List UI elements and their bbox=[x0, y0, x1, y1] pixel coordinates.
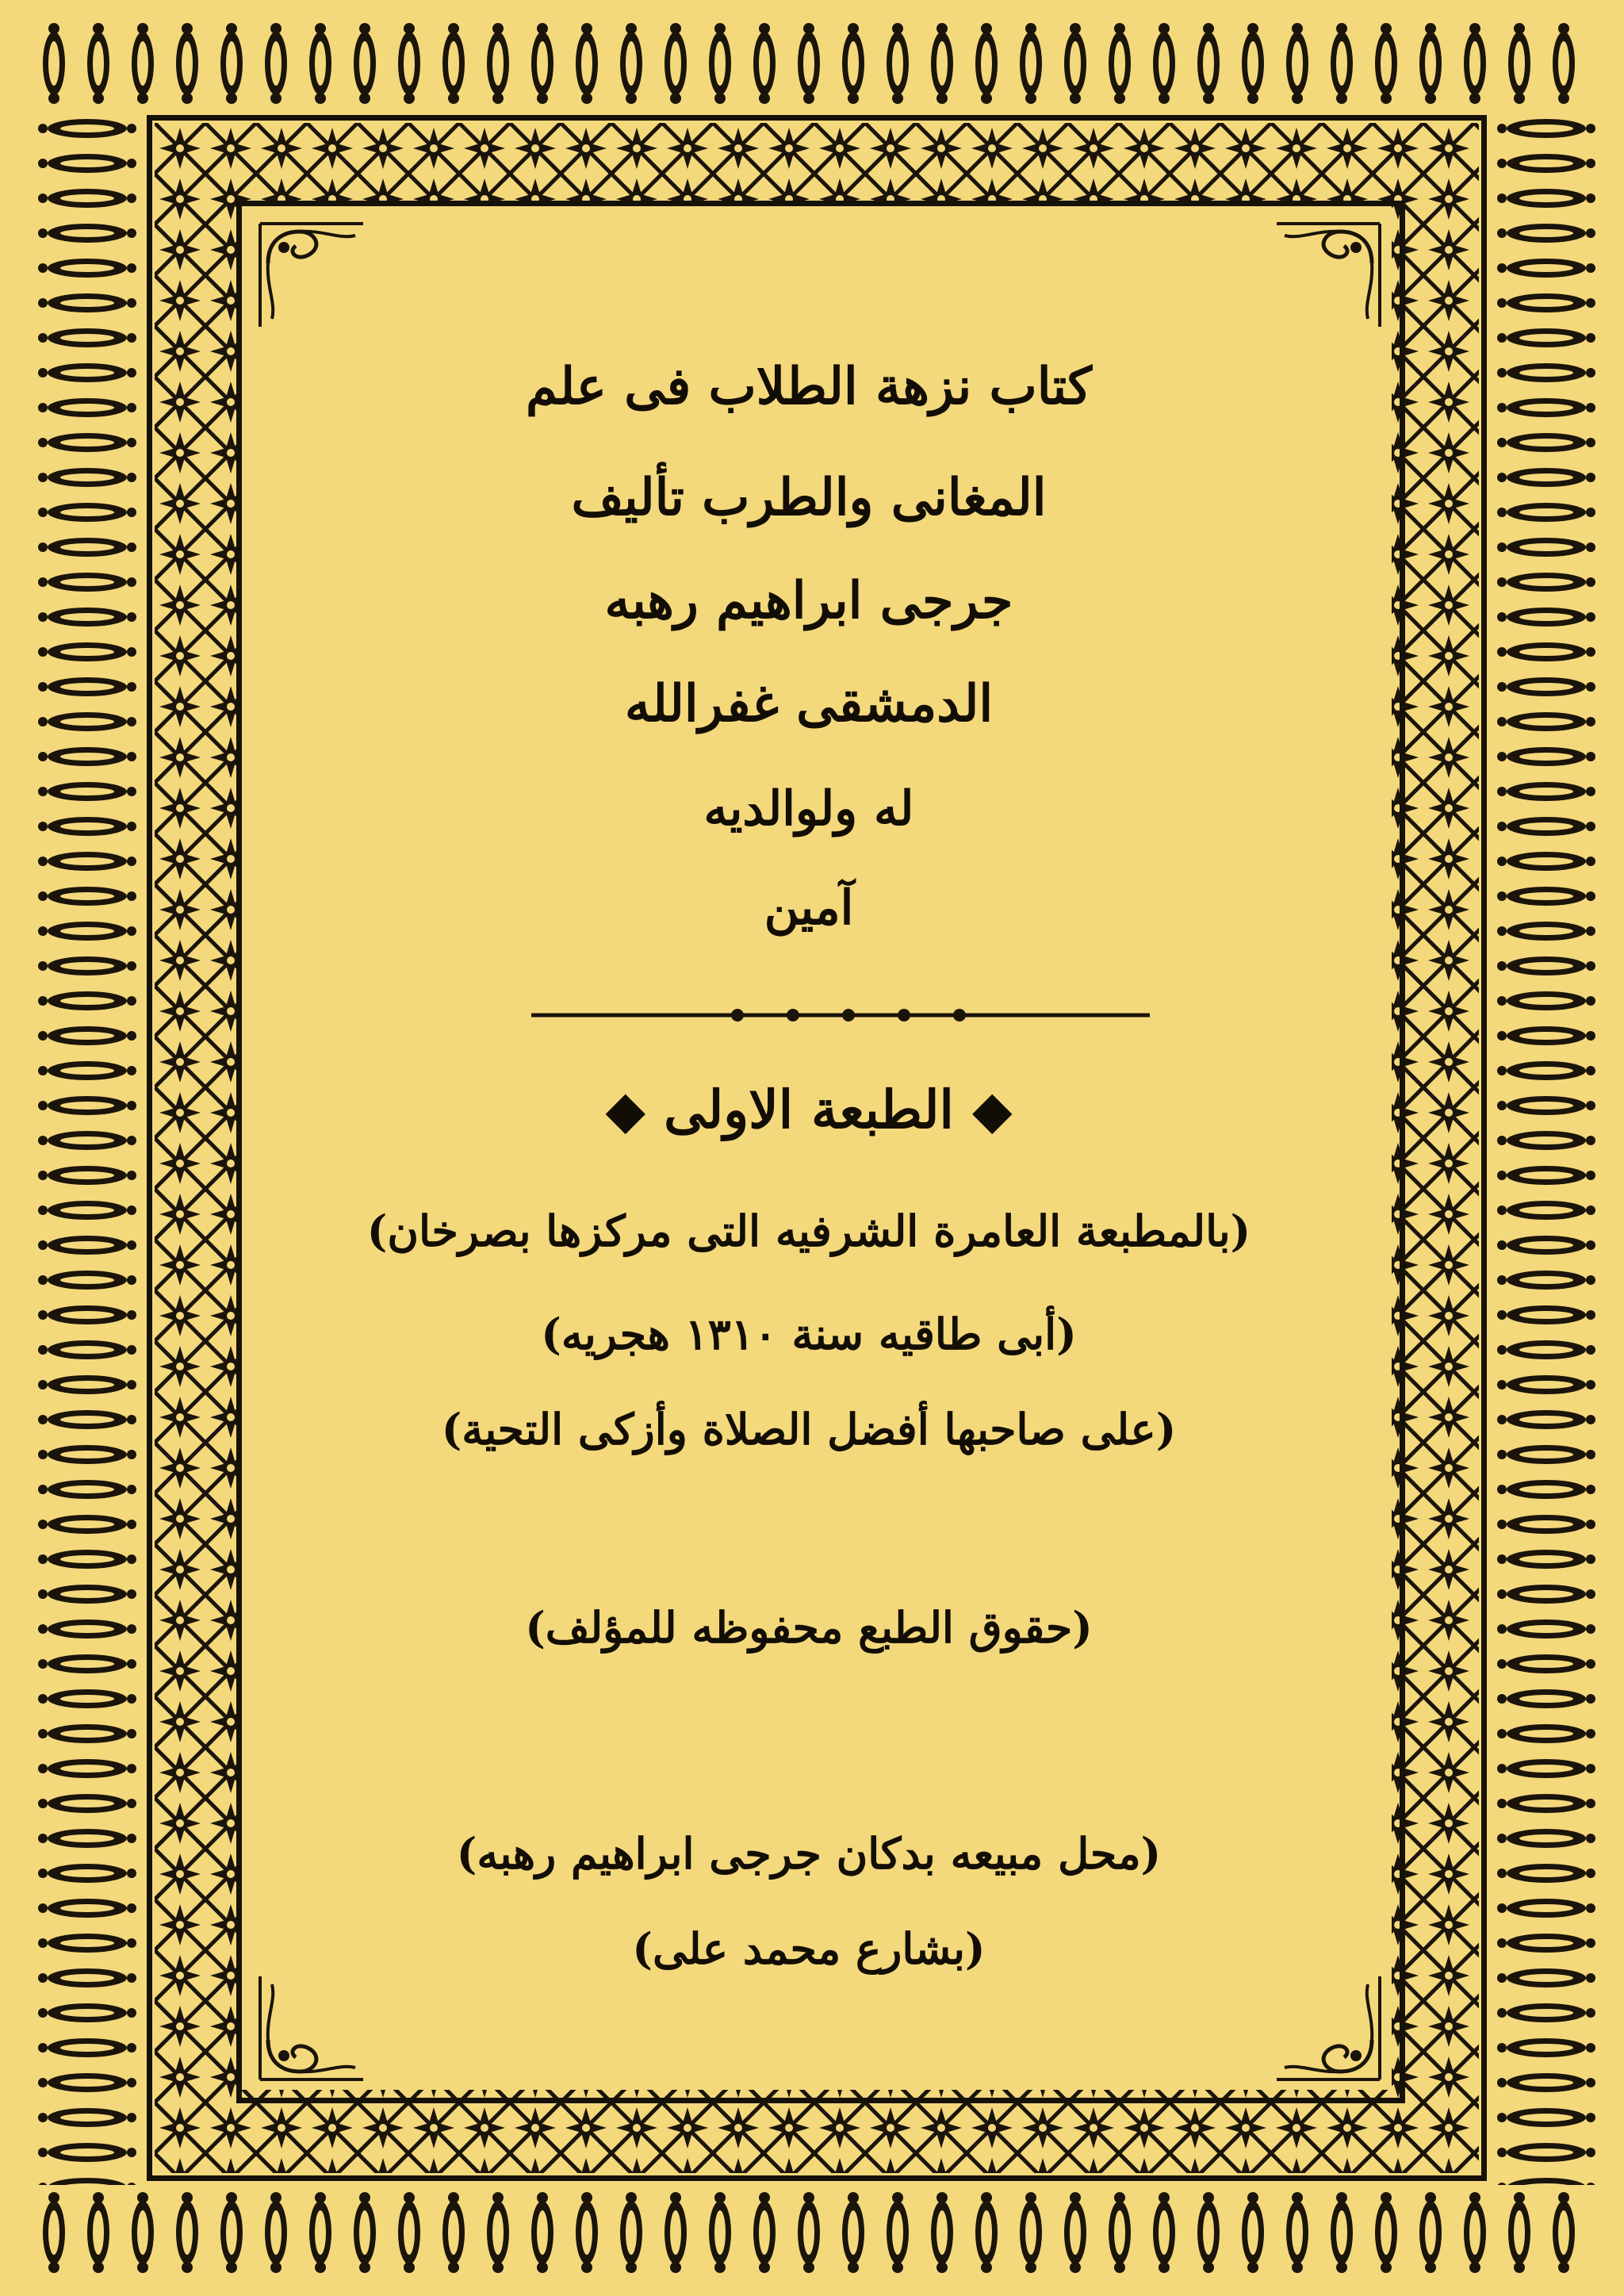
date-line: (أبى طاقيه سنة ١٣١٠ هجريه) bbox=[541, 1309, 1077, 1359]
sale-place-text: محل مبيعه بدكان جرجى ابراهيم رهبه bbox=[477, 1828, 1141, 1879]
bottom-ornament-band bbox=[32, 2185, 1592, 2280]
fleuron-border-icon bbox=[1491, 111, 1602, 2185]
rights-line: (حقوق الطبع محفوظه للمؤلف) bbox=[525, 1602, 1093, 1653]
street-text: بشارع محمد على bbox=[652, 1923, 965, 1974]
edition-text: الطبعة الاولى bbox=[664, 1079, 954, 1140]
edition-line: ◆ الطبعة الاولى ◆ bbox=[605, 1079, 1013, 1140]
scroll-corner-icon bbox=[252, 216, 371, 335]
street-line: (بشارع محمد على) bbox=[632, 1923, 986, 1974]
blessing-text: على صاحبها أفضل الصلاة وأزكى التحية bbox=[462, 1404, 1156, 1455]
press-text: بالمطبعة العامرة الشرفيه التى مركزها بصرخان bbox=[387, 1205, 1231, 1256]
title-line-4: الدمشقى غفرالله bbox=[624, 674, 994, 734]
fleuron-border-icon bbox=[32, 2185, 1592, 2280]
blessing-line: (على صاحبها أفضل الصلاة وأزكى التحية) bbox=[441, 1404, 1177, 1455]
title-text-block bbox=[270, 333, 1348, 2078]
dotted-rule-icon bbox=[531, 1003, 1150, 1027]
press-line: (بالمطبعة العامرة الشرفيه التى مركزها بصرخان) bbox=[366, 1205, 1251, 1256]
title-line-5: له ولوالديه bbox=[703, 781, 914, 837]
title-line-2: المغانى والطرب تأليف bbox=[571, 468, 1047, 527]
title-line-6: آمين bbox=[764, 880, 854, 936]
sale-place-line: (محل مبيعه بدكان جرجى ابراهيم رهبه) bbox=[456, 1828, 1162, 1879]
right-ornament-band bbox=[1491, 111, 1602, 2185]
top-ornament-band bbox=[32, 16, 1592, 111]
rights-text: حقوق الطبع محفوظه للمؤلف bbox=[545, 1602, 1073, 1653]
title-line-1: كتاب نزهة الطلاب فى علم bbox=[526, 357, 1092, 416]
title-line-3: جرجى ابراهيم رهبه bbox=[604, 571, 1013, 631]
date-text: أبى طاقيه سنة ١٣١٠ هجريه bbox=[561, 1309, 1057, 1359]
fleuron-border-icon bbox=[32, 16, 1592, 111]
fleuron-border-icon bbox=[32, 111, 143, 2185]
left-ornament-band bbox=[32, 111, 143, 2185]
scroll-corner-icon bbox=[1269, 216, 1388, 335]
